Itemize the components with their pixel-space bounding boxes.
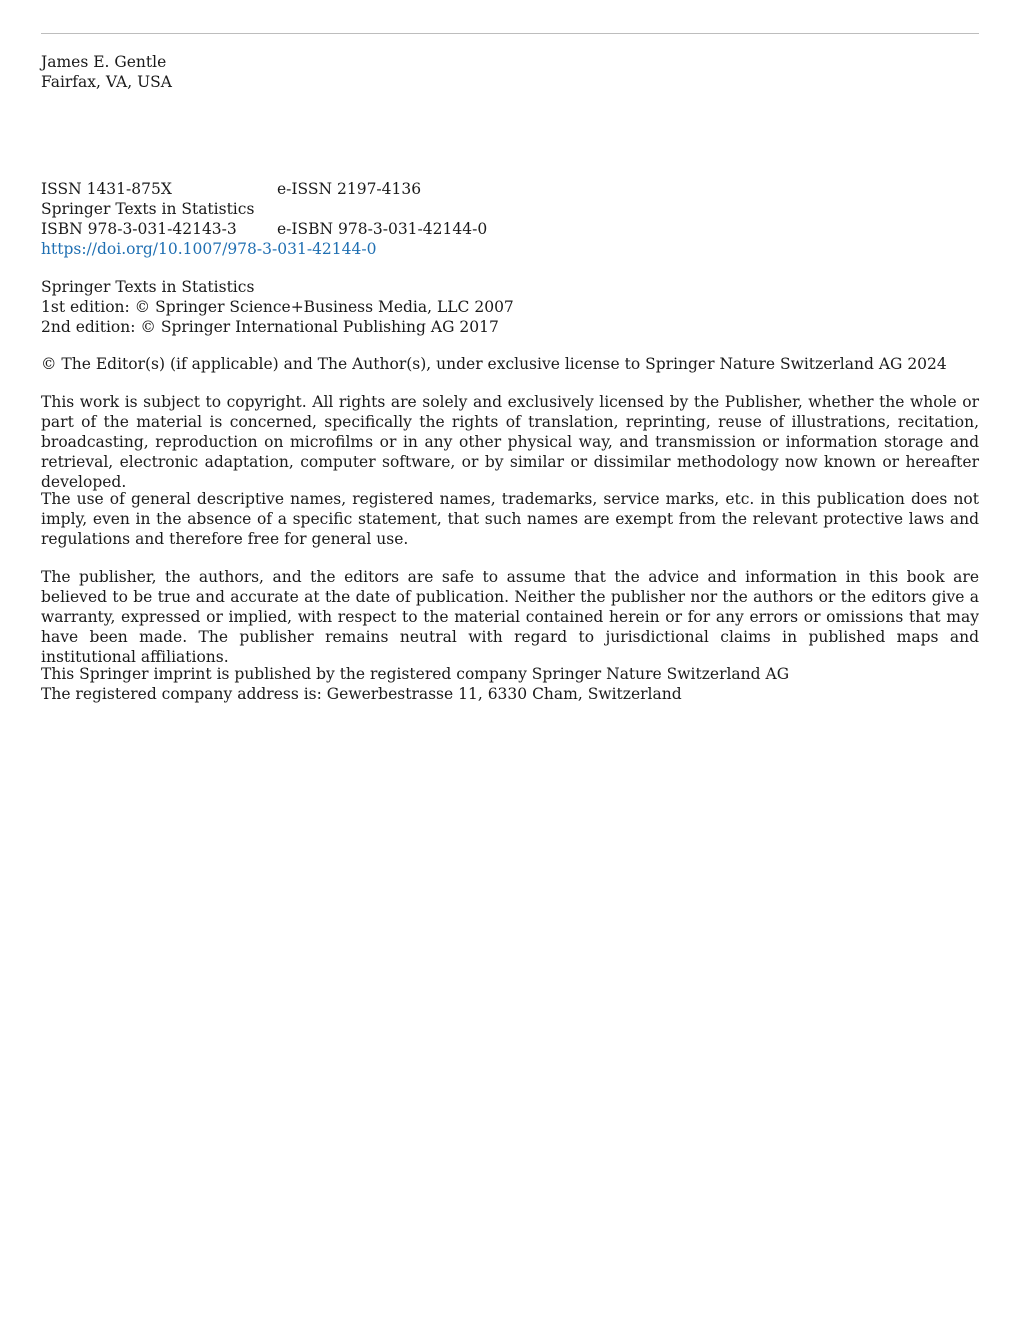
editions-series: Springer Texts in Statistics xyxy=(41,278,255,296)
rights-paragraph: This work is subject to copyright. All rights are solely and exclusively licensed by the Publisher, whether the whole or part of the material is concerned, specifically the rights of translation, reprinting, reuse of illustrations, recitation, broadcasting, reproduction on microfilms or in any other physical way, and transmission or information storage and retrieval, electronic adaptation, computer software, or by similar or dissimilar methodology now known or hereafter developed. xyxy=(41,393,979,491)
author-name: James E. Gentle xyxy=(41,53,167,71)
eisbn: e-ISBN 978-3-031-42144-0 xyxy=(277,220,488,238)
series-name: Springer Texts in Statistics xyxy=(41,200,255,218)
copyright-notice xyxy=(41,354,979,374)
imprint-line-1: This Springer imprint is published by the registered company Springer Nature Switzerland AG xyxy=(41,665,790,683)
second-edition: 2nd edition: © Springer International Publishing AG 2017 xyxy=(41,318,499,336)
imprint-block xyxy=(41,664,979,704)
isbn: ISBN 978-3-031-42143-3 xyxy=(41,220,237,238)
first-edition: 1st edition: © Springer Science+Business Media, LLC 2007 xyxy=(41,298,514,316)
issn: ISSN 1431-875X xyxy=(41,180,172,198)
eissn: e-ISSN 2197-4136 xyxy=(277,180,422,198)
trademarks-paragraph: The use of general descriptive names, registered names, trademarks, service marks, etc. in this publication does not imply, even in the absence of a specific statement, that such names are exempt from the relevant protective laws and regulations and therefore free for general use. xyxy=(41,490,979,548)
doi-line xyxy=(41,239,979,259)
doi-link[interactable]: https://doi.org/10.1007/978-3-031-42144-0 xyxy=(41,240,377,258)
author-block xyxy=(41,52,979,92)
author-location: Fairfax, VA, USA xyxy=(41,73,172,91)
editions-block xyxy=(41,277,979,337)
issn-row xyxy=(41,179,979,199)
top-rule xyxy=(41,33,979,34)
identifiers-block xyxy=(41,179,979,259)
imprint-line-2: The registered company address is: Gewerbestrasse 11, 6330 Cham, Switzerland xyxy=(41,685,682,703)
copyright-line: © The Editor(s) (if applicable) and The Author(s), under exclusive license to Springer Nature Switzerland AG 2024 xyxy=(41,355,947,373)
disclaimer-paragraph: The publisher, the authors, and the editors are safe to assume that the advice and information in this book are believed to be true and accurate at the date of publication. Neither the publisher nor the authors or the editors give a warranty, expressed or implied, with respect to the material contained herein or for any errors or omissions that may have been made. The publisher remains neutral with regard to jurisdictional claims in published maps and institutional affiliations. xyxy=(41,568,979,666)
isbn-row xyxy=(41,219,979,239)
